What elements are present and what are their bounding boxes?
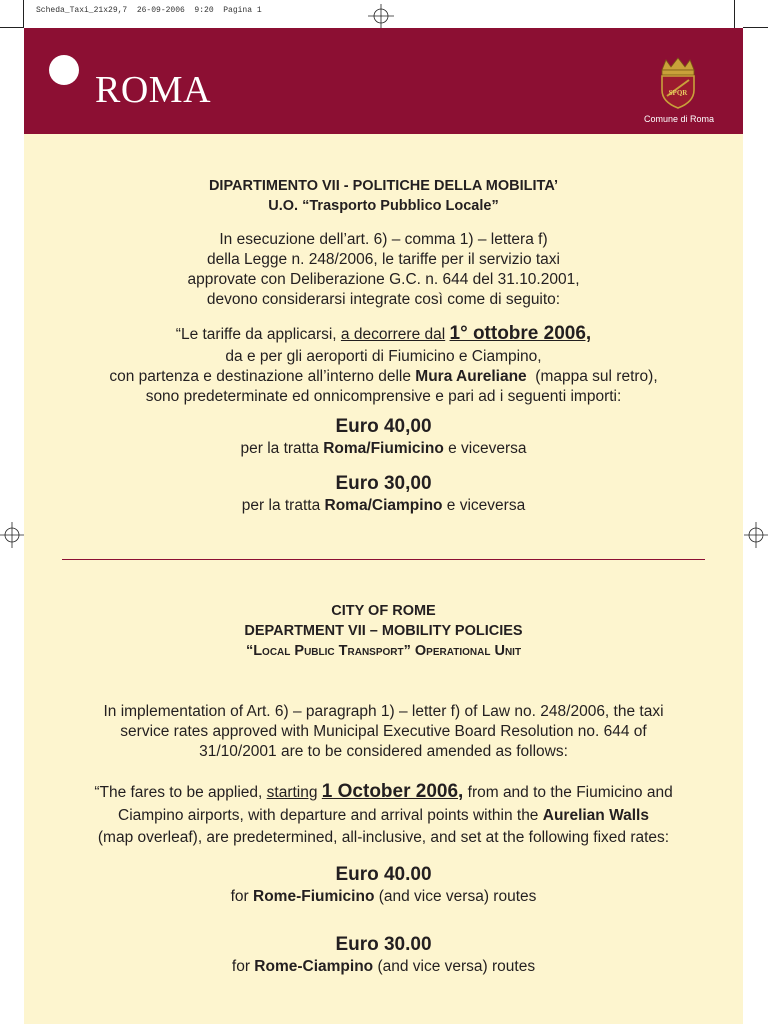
english-fare1-pre: for	[230, 888, 253, 905]
italian-intro-line: della Legge n. 248/2006, le tariffe per il servizio taxi	[207, 251, 560, 268]
italian-quote-line1	[24, 322, 743, 347]
english-fare2-post: (and vice versa) routes	[373, 958, 536, 975]
italian-quote-line3-a: con partenza e destinazione all’interno delle	[109, 368, 416, 385]
italian-quote-line4: sono predeterminate ed onnicomprensive e pari ad i seguenti importi:	[145, 388, 622, 405]
italian-fare-fiumicino	[24, 415, 743, 459]
english-department-heading	[24, 601, 743, 661]
italian-fare2-post: e viceversa	[442, 497, 526, 514]
italian-intro-line: In esecuzione dell’art. 6) – comma 1) – lettera f)	[219, 231, 548, 248]
registration-mark-right	[744, 522, 768, 548]
english-quote-line1	[24, 780, 743, 805]
italian-fare1-post: e viceversa	[443, 440, 527, 457]
logo-dot	[49, 55, 79, 85]
english-fare1-desc	[24, 887, 743, 907]
italian-quote-line3	[24, 367, 743, 387]
english-aurelian-walls: Aurelian Walls	[542, 807, 649, 824]
header-banner	[24, 28, 743, 134]
italian-quote	[24, 322, 743, 407]
italian-fare1-route: Roma/Fiumicino	[323, 440, 444, 457]
italian-intro-line: approvate con Deliberazione G.C. n. 644 del 31.10.2001,	[187, 271, 580, 288]
logo-roma: ROMA	[95, 69, 212, 111]
crop-mark-top-left-vertical	[23, 0, 24, 28]
registration-mark-left	[0, 522, 24, 548]
registration-mark-top	[368, 4, 394, 28]
crop-mark-top-right-vertical	[734, 0, 735, 28]
italian-fare-ciampino	[24, 472, 743, 516]
italian-fare2-route: Roma/Ciampino	[324, 497, 443, 514]
italian-quote-underlined: a decorrere dal	[340, 326, 446, 343]
english-fare2-pre: for	[231, 958, 255, 975]
italian-effective-date: 1° ottobre 2006,	[449, 323, 592, 344]
english-dept: DEPARTMENT VII – MOBILITY POLICIES	[244, 623, 523, 639]
english-quote-suffix: from and to the Fiumicino and	[463, 784, 673, 801]
crop-mark-top-left	[0, 27, 24, 28]
italian-quote-line2: da e per gli aeroporti di Fiumicino e Ciampino,	[225, 348, 542, 365]
italian-fare1-desc	[24, 439, 743, 459]
english-fare2-desc	[24, 957, 743, 977]
english-quote	[24, 780, 743, 849]
italian-fare1-amount: Euro 40,00	[335, 416, 432, 437]
english-quote-line2-a: Ciampino airports, with departure and arrival points within the	[118, 807, 543, 824]
section-divider	[62, 559, 705, 560]
printer-slug: Scheda_Taxi_21x29,7 26-09-2006 9:20 Pagina 1	[36, 6, 262, 15]
english-fare2-amount: Euro 30.00	[335, 934, 432, 955]
english-intro	[24, 702, 743, 762]
crop-mark-top-right	[743, 27, 768, 28]
italian-fare2-pre: per la tratta	[241, 497, 325, 514]
italian-dept-line1: DIPARTIMENTO VII - POLITICHE DELLA MOBILITA’	[208, 178, 559, 194]
english-intro-line: service rates approved with Municipal Executive Board Resolution no. 644 of	[120, 723, 647, 740]
crest-label: Comune di Roma	[643, 114, 715, 124]
italian-fare2-desc	[24, 496, 743, 516]
english-unit: “Local Public Transport” Operational Unit	[245, 643, 522, 659]
english-effective-date: 1 October 2006,	[321, 781, 464, 802]
english-quote-line3: (map overleaf), are predetermined, all-inclusive, and set at the following fixed rates:	[97, 829, 670, 846]
english-quote-prefix: “The fares to be applied,	[94, 784, 267, 801]
english-quote-line2	[24, 805, 743, 827]
italian-intro	[24, 230, 743, 310]
italian-fare2-amount: Euro 30,00	[335, 473, 432, 494]
italian-quote-prefix: “Le tariffe da applicarsi,	[175, 326, 341, 343]
italian-intro-line: devono considerarsi integrate così come di seguito:	[206, 291, 561, 308]
english-quote-underlined: starting	[266, 784, 318, 801]
english-intro-line: In implementation of Art. 6) – paragraph 1) – letter f) of Law no. 248/2006, the taxi	[103, 703, 664, 720]
italian-dept-line2: U.O. “Trasporto Pubblico Locale”	[268, 198, 499, 214]
english-fare2-route: Rome-Ciampino	[254, 958, 374, 975]
italian-department-heading	[24, 176, 743, 216]
rome-crest-icon	[656, 56, 700, 110]
svg-text:SPQR: SPQR	[668, 89, 688, 97]
english-fare-fiumicino	[24, 863, 743, 907]
english-fare1-post: (and vice versa) routes	[374, 888, 537, 905]
english-fare1-route: Rome-Fiumicino	[253, 888, 375, 905]
italian-fare1-pre: per la tratta	[240, 440, 324, 457]
english-intro-line: 31/10/2001 are to be considered amended as follows:	[199, 743, 568, 760]
italian-quote-line3-b: (mappa sul retro),	[526, 368, 658, 385]
english-fare1-amount: Euro 40.00	[335, 864, 432, 885]
italian-mura-aureliane: Mura Aureliane	[415, 368, 527, 385]
english-city: CITY OF ROME	[331, 603, 436, 619]
document-sheet	[24, 28, 743, 1024]
english-fare-ciampino	[24, 933, 743, 977]
